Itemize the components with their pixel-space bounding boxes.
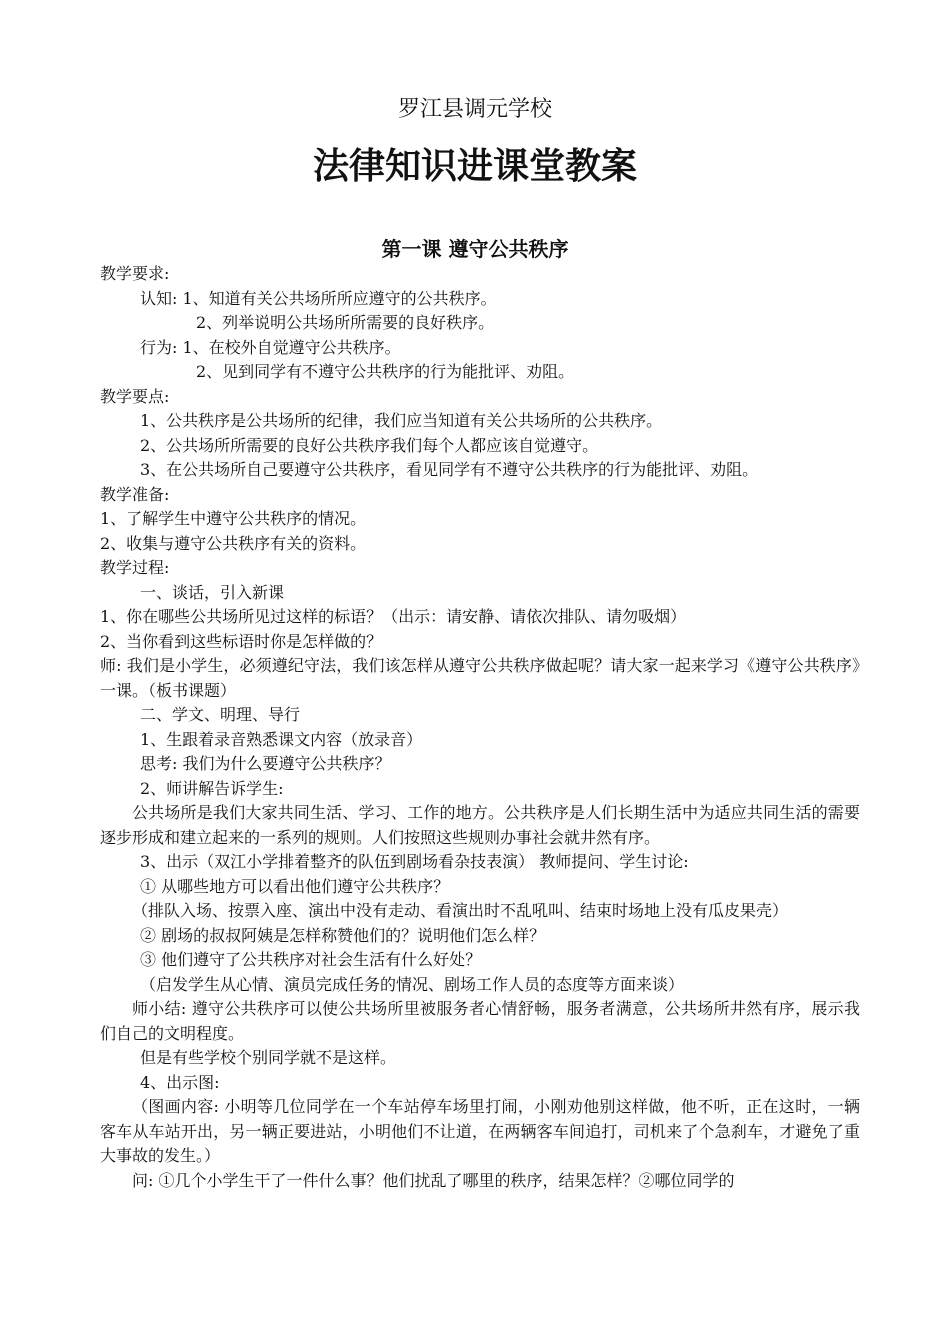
section-heading: 教学过程: xyxy=(100,558,170,577)
text-line: 2、师讲解告诉学生: xyxy=(140,778,284,798)
text-line: 2、列举说明公共场所所需要的良好秩序。 xyxy=(196,313,495,332)
text-line: 1、你在哪些公共场所见过这样的标语？（出示：请安静、请依次排队、请勿吸烟） xyxy=(100,607,687,626)
school-name: 罗江县调元学校 xyxy=(397,97,552,122)
section-heading: 教学准备: xyxy=(100,484,170,504)
text-line: （启发学生从心情、演员完成任务的情况、剧场工作人员的态度等方面来谈） xyxy=(140,974,685,994)
paragraph: （图画内容: 小明等几位同学在一个车站停车场里打闹，小刚劝他别这样做，他不听，正在这时，一辆客车从车站开出，另一辆正要进站，小明他们不让道，在两辆客车间追打，司机来了个急刹车，才避免了重大事故的发生。） xyxy=(100,1097,860,1165)
text-line: 1、了解学生中遵守公共秩序的情况。 xyxy=(100,509,367,528)
text-line: 2、见到同学有不遵守公共秩序的行为能批评、劝阻。 xyxy=(196,362,575,381)
section-heading: 教学要点: xyxy=(100,386,170,406)
lesson-body xyxy=(100,262,860,1193)
lesson-title: 第一课 遵守公共秩序 xyxy=(381,237,569,261)
text-line: ② 剧场的叔叔阿姨是怎样称赞他们的？说明他们怎么样？ xyxy=(140,925,546,945)
text-line: 思考: 我们为什么要遵守公共秩序？ xyxy=(140,754,391,773)
paragraph: 师小结: 遵守公共秩序可以使公共场所里被服务者心情舒畅，服务者满意，公共场所井然有序，展示我们自己的文明程度。 xyxy=(100,999,860,1043)
text-line: 3、出示（双江小学排着整齐的队伍到剧场看杂技表演） 教师提问、学生讨论: xyxy=(140,852,689,871)
paragraph: 师: 我们是小学生，必须遵纪守法，我们该怎样从遵守公共秩序做起呢？请大家一起来学习《遵守公共秩序》一课。（板书课题） xyxy=(100,656,860,700)
text-line: 1、生跟着录音熟悉课文内容（放录音） xyxy=(140,729,423,749)
text-line: ③ 他们遵守了公共秩序对社会生活有什么好处？ xyxy=(140,950,482,969)
text-line: ① 从哪些地方可以看出他们遵守公共秩序？ xyxy=(140,876,450,896)
text-line: 2、收集与遵守公共秩序有关的资料。 xyxy=(100,533,367,553)
text-line: 二、学文、明理、导行 xyxy=(140,705,301,724)
text-line: 一、谈话，引入新课 xyxy=(140,582,285,602)
paragraph: （排队入场、按票入座、演出中没有走动、看演出时不乱吼叫、结束时场地上没有瓜皮果壳） xyxy=(132,901,789,920)
text-line: 2、当你看到这些标语时你是怎样做的？ xyxy=(100,631,383,651)
text-line: 认知: 1、知道有关公共场所所应遵守的公共秩序。 xyxy=(140,288,497,308)
text-line: 3、在公共场所自己要遵守公共秩序，看见同学有不遵守公共秩序的行为能批评、劝阻。 xyxy=(140,460,759,479)
section-heading: 教学要求: xyxy=(100,264,170,283)
document-title: 法律知识进课堂教案 xyxy=(312,146,637,187)
text-line: 但是有些学校个别同学就不是这样。 xyxy=(140,1048,397,1067)
text-line: 1、公共秩序是公共场所的纪律，我们应当知道有关公共场所的公共秩序。 xyxy=(140,411,663,430)
text-line: 行为: 1、在校外自觉遵守公共秩序。 xyxy=(140,337,401,357)
paragraph: 问: ①几个小学生干了一件什么事？他们扰乱了哪里的秩序，结果怎样？②哪位同学的 xyxy=(132,1170,735,1190)
text-line: 2、公共场所所需要的良好公共秩序我们每个人都应该自觉遵守。 xyxy=(140,435,599,455)
paragraph: 公共场所是我们大家共同生活、学习、工作的地方。公共秩序是人们长期生活中为适应共同生活的需要逐步形成和建立起来的一系列的规则。人们按照这些规则办事社会就井然有序。 xyxy=(100,803,860,847)
text-line: 4、出示图: xyxy=(140,1072,220,1092)
